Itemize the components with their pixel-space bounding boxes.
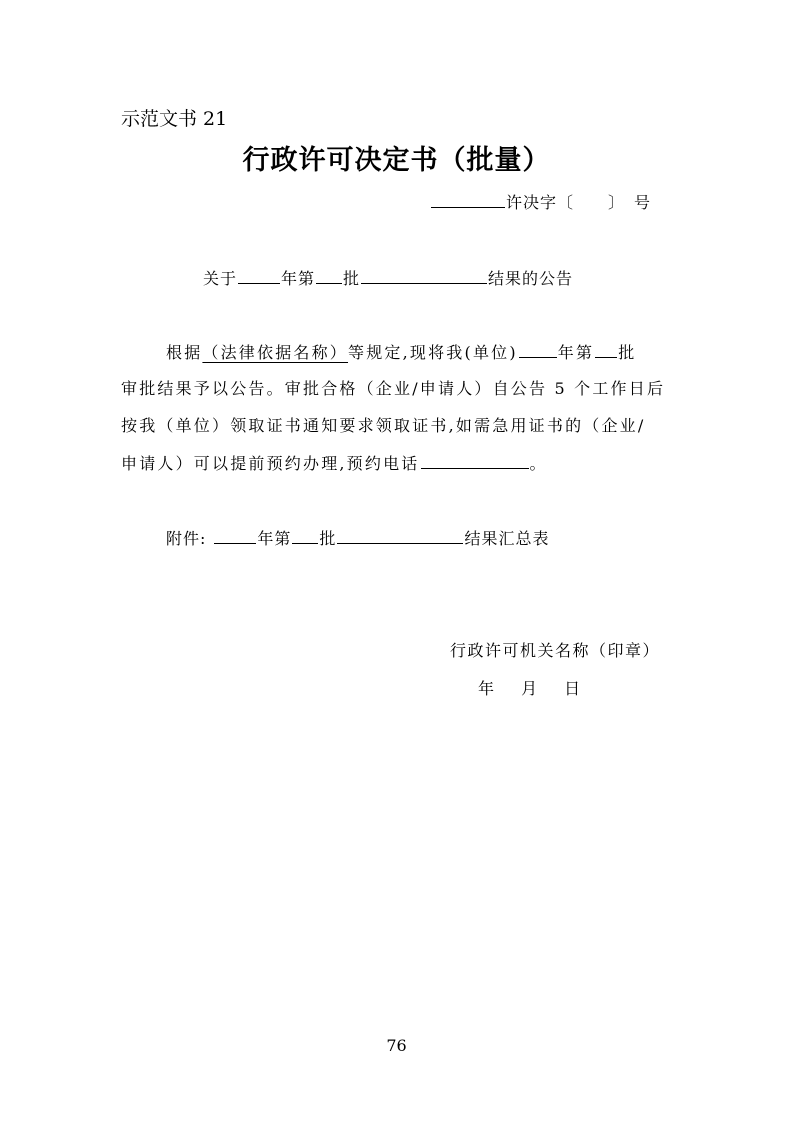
document-number-line: [430, 190, 651, 213]
body-line-4: [121, 451, 548, 474]
blank-year: [519, 341, 557, 358]
doc-number-end: 〕 号: [608, 193, 652, 212]
body-text: 等规定,现将我(单位): [348, 343, 518, 362]
blank-year: [214, 527, 256, 544]
attachment-text: 结果汇总表: [464, 529, 550, 548]
body-text: 。: [529, 454, 548, 473]
announcement-subject: [203, 266, 573, 289]
body-line-2: 审批结果予以公告。审批合格（企业/申请人）自公告 5 个工作日后: [121, 379, 666, 398]
body-text: 批: [618, 343, 637, 362]
blank-year: [238, 267, 280, 284]
subject-text-b: 年第: [281, 269, 316, 288]
doc-number-mid: 许决字〔: [506, 193, 575, 212]
blank-phone: [421, 452, 529, 469]
subject-text-a: 关于: [203, 269, 238, 288]
blank-batch: [292, 527, 318, 544]
document-label: 示范文书 21: [121, 108, 228, 130]
issue-date: 年 月 日: [478, 679, 581, 698]
blank-batch: [316, 267, 342, 284]
subject-text-c: 批: [343, 269, 361, 288]
attachment-text: 批: [319, 529, 337, 548]
page-number: 76: [386, 1036, 407, 1055]
subject-text-d: 结果的公告: [488, 269, 574, 288]
body-text: 根据: [166, 343, 203, 362]
body-line-1: [166, 340, 636, 363]
legal-basis-placeholder: （法律依据名称）: [202, 343, 349, 362]
attachment-text: 年第: [257, 529, 292, 548]
blank-batch: [595, 341, 617, 358]
blank-matter: [337, 527, 463, 544]
blank-matter: [361, 267, 487, 284]
body-text: 年第: [557, 343, 595, 362]
body-line-3: 按我（单位）领取证书通知要求领取证书,如需急用证书的（企业/: [121, 416, 646, 435]
blank-doc-prefix: [431, 191, 505, 208]
doc-number-gap: [574, 193, 608, 212]
attachment-label: 附件:: [166, 529, 207, 548]
issuing-authority: 行政许可机关名称（印章）: [450, 641, 661, 660]
document-title: 行政许可决定书（批量）: [242, 145, 551, 176]
attachment-line: [166, 526, 549, 549]
body-text: 申请人）可以提前预约办理,预约电话: [121, 454, 420, 473]
